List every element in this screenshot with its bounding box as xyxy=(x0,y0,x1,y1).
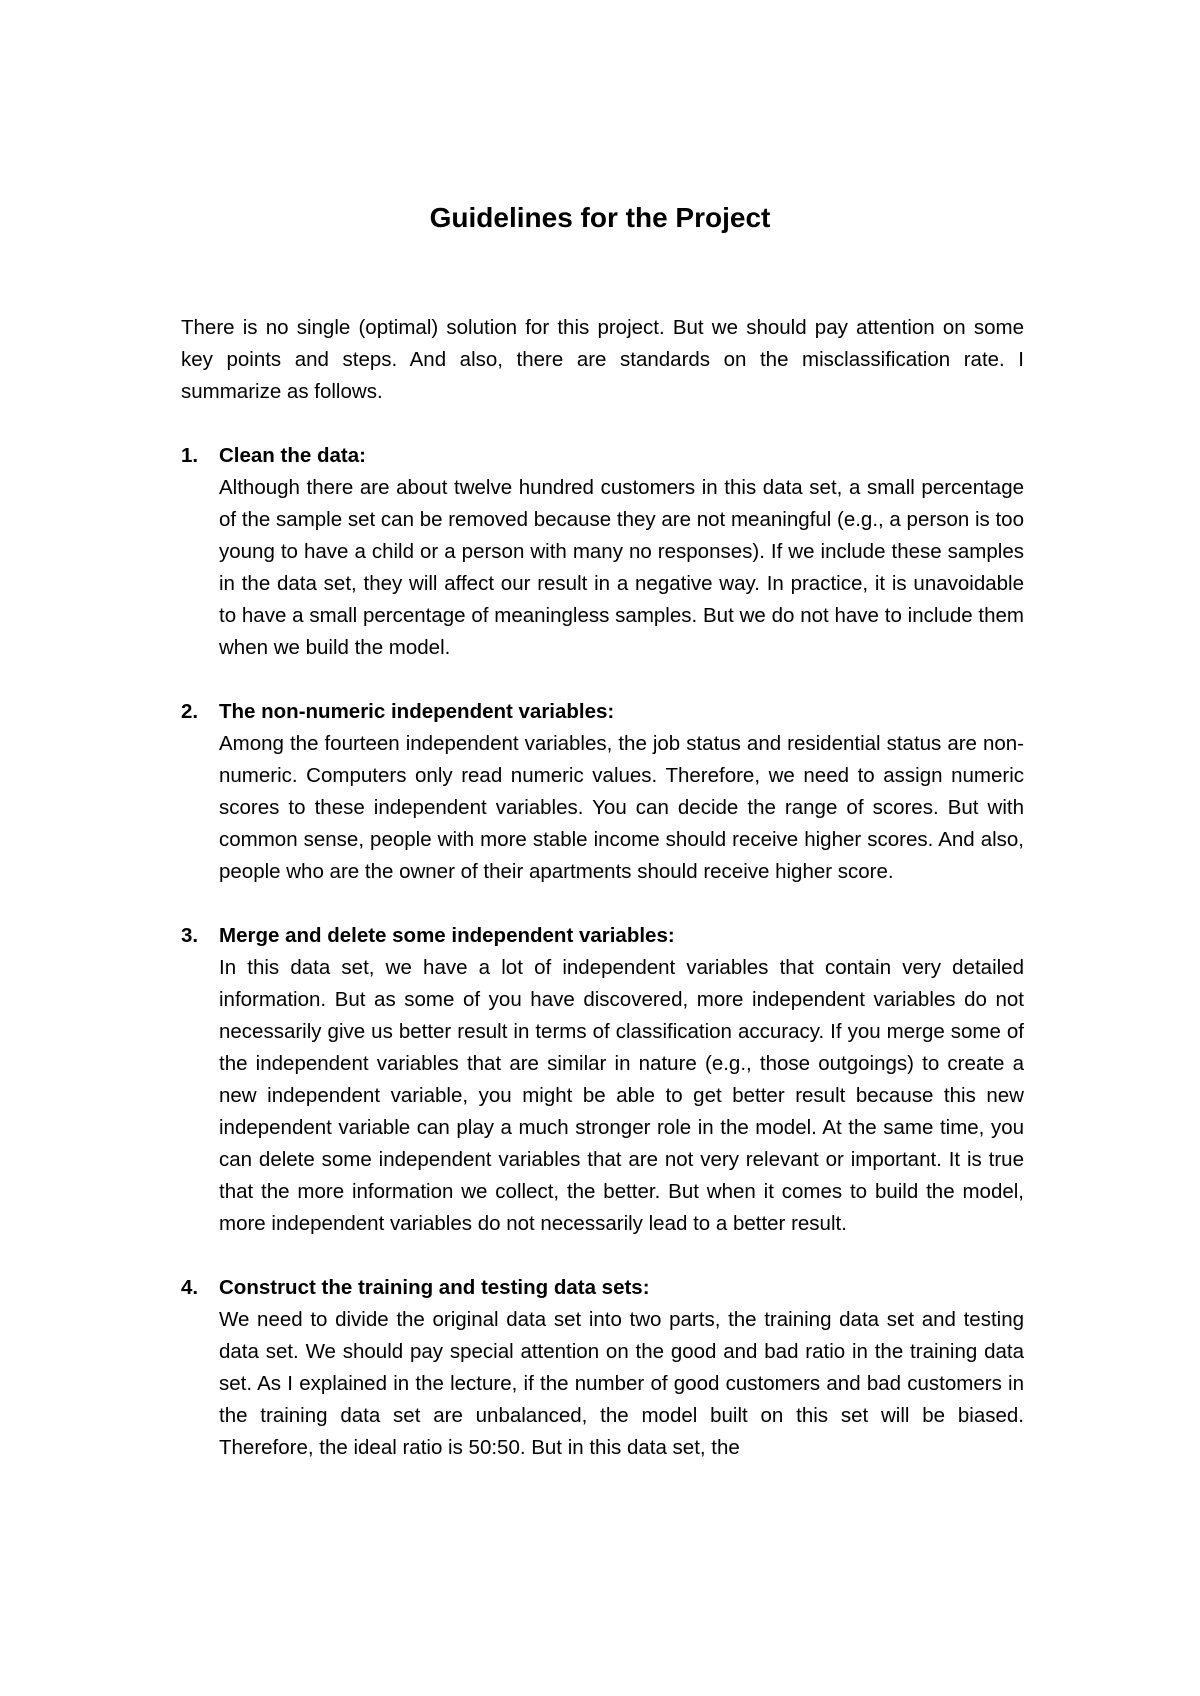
section-merge-delete-variables xyxy=(181,920,1024,1240)
section-training-testing-sets xyxy=(181,1272,1024,1464)
section-heading: Merge and delete some independent variables: xyxy=(219,924,675,947)
section-number: 3. xyxy=(181,924,199,947)
section-number: 2. xyxy=(181,700,199,723)
section-body: Among the fourteen independent variables, the job status and residential status are non-numeric. Computers only read numeric values. Therefore, we need to assign numeric scores to these independent variables. You can decide the range of scores. But with common sense, people with more stable income should receive higher scores. And also, people who are the owner of their apartments should receive higher score. xyxy=(219,732,1024,883)
section-heading: The non-numeric independent variables: xyxy=(219,700,615,723)
intro-paragraph: There is no single (optimal) solution for this project. But we should pay attention on some key points and steps. And also, there are standards on the misclassification rate. I summarize as follows. xyxy=(181,316,1024,403)
section-clean-data xyxy=(181,440,1024,664)
section-body: Although there are about twelve hundred customers in this data set, a small percentage of the sample set can be removed because they are not meaningful (e.g., a person is too young to have a child or a person with many no responses). If we include these samples in the data set, they will affect our result in a negative way. In practice, it is unavoidable to have a small percentage of meaningless samples. But we do not have to include them when we build the model. xyxy=(219,476,1024,659)
section-number: 1. xyxy=(181,444,199,467)
section-non-numeric-variables xyxy=(181,696,1024,888)
section-number: 4. xyxy=(181,1276,199,1299)
section-heading: Construct the training and testing data sets: xyxy=(219,1276,650,1299)
section-heading: Clean the data: xyxy=(219,444,366,467)
page-title: Guidelines for the Project xyxy=(429,202,771,233)
section-body: In this data set, we have a lot of independent variables that contain very detailed information. But as some of you have discovered, more independent variables do not necessarily give us better result in terms of classification accuracy. If you merge some of the independent variables that are similar in nature (e.g., those outgoings) to create a new independent variable, you might be able to get better result because this new independent variable can play a much stronger role in the model. At the same time, you can delete some independent variables that are not very relevant or important. It is true that the more information we collect, the better. But when it comes to build the model, more independent variables do not necessarily lead to a better result. xyxy=(219,956,1024,1235)
document-body xyxy=(181,312,1024,1464)
section-body: We need to divide the original data set into two parts, the training data set and testing data set. We should pay special attention on the good and bad ratio in the training data set. As I explained in the lecture, if the number of good customers and bad customers in the training data set are unbalanced, the model built on this set will be biased. Therefore, the ideal ratio is 50:50. But in this data set, the xyxy=(219,1308,1024,1459)
